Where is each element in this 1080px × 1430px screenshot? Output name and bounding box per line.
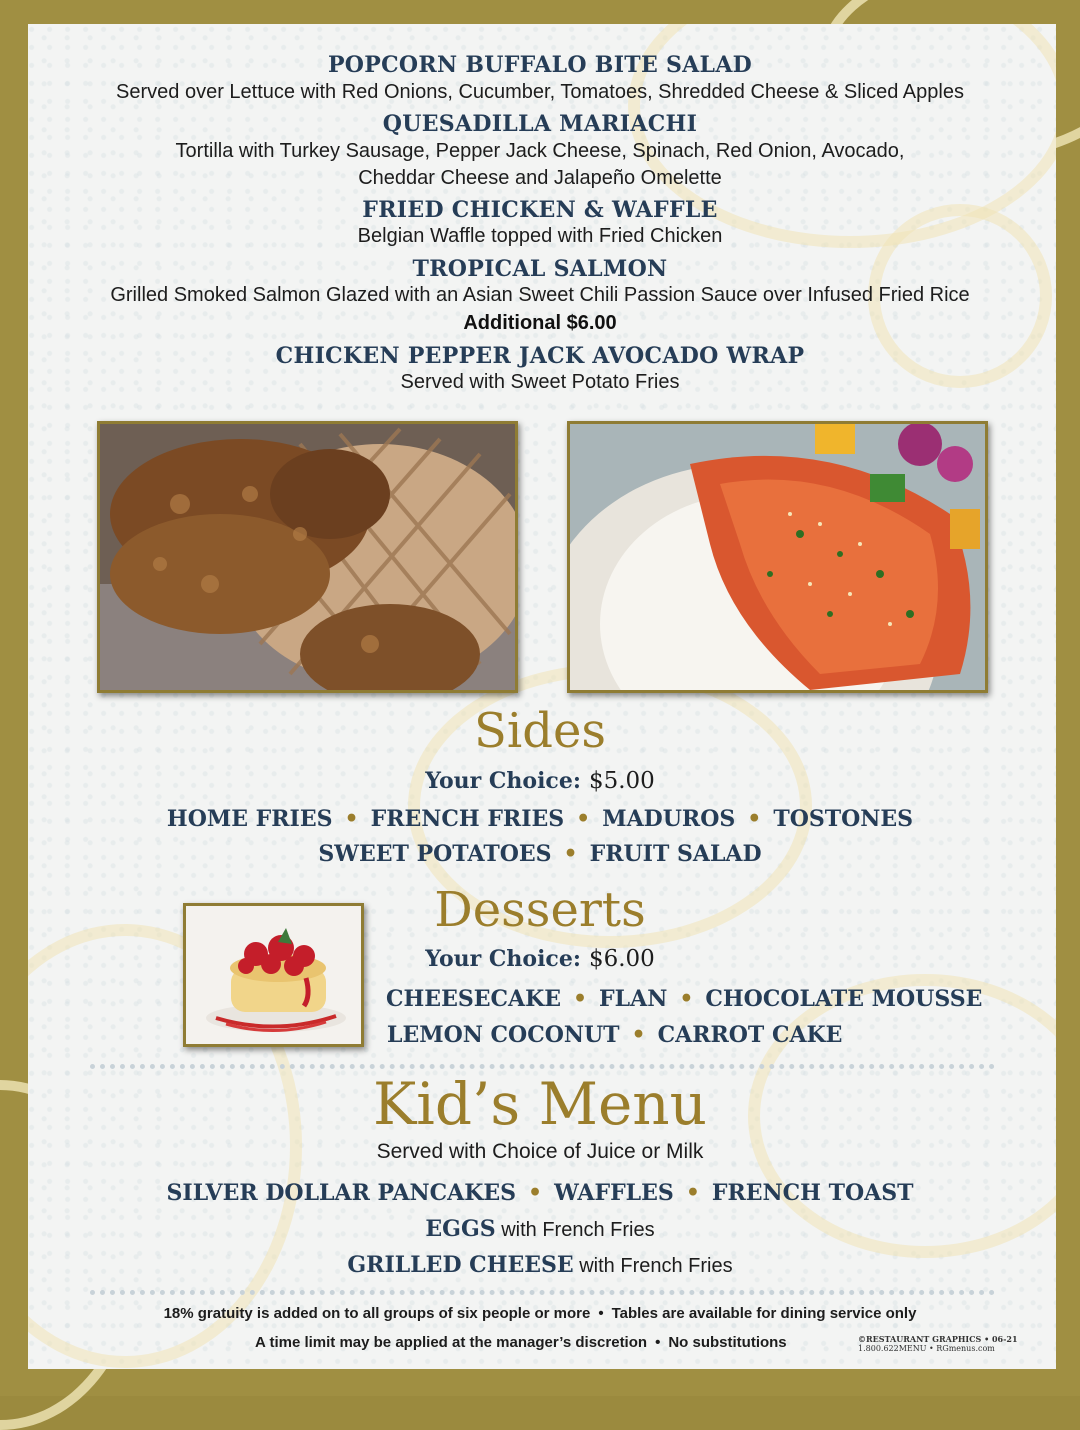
footer-note: No substitutions xyxy=(668,1334,787,1351)
side-item: MADUROS xyxy=(602,806,736,832)
item-desc-tropical-salmon: Grilled Smoked Salmon Glazed with an Asian Sweet Chili Passion Sauce over Infused Fried Rice xyxy=(110,284,970,306)
item-desc-buffalo-salad: Served over Lettuce with Red Onions, Cucumber, Tomatoes, Shredded Cheese & Sliced Apples xyxy=(116,81,964,103)
dessert-item: CARROT CAKE xyxy=(657,1022,843,1048)
item-title-avocado-wrap: CHICKEN PEPPER JACK AVOCADO WRAP xyxy=(275,343,805,369)
footer-line-2 xyxy=(255,1334,787,1351)
kids-item-name: GRILLED CHEESE xyxy=(347,1252,574,1278)
item-desc-quesadilla-line1: Tortilla with Turkey Sausage, Pepper Jack Cheese, Spinach, Red Onion, Avocado, xyxy=(175,140,905,162)
item-title-chicken-waffle: FRIED CHICKEN & WAFFLE xyxy=(362,197,718,223)
dessert-item: LEMON COCONUT xyxy=(387,1022,620,1048)
kids-item: WAFFLES xyxy=(554,1180,674,1206)
credit-line: 1.800.622MENU • RGmenus.com xyxy=(858,1344,995,1353)
side-item: HOME FRIES xyxy=(166,806,333,832)
restaurant-graphics-credit xyxy=(858,1334,1018,1354)
sides-row-2 xyxy=(0,841,1080,867)
item-title-buffalo-salad: POPCORN BUFFALO BITE SALAD xyxy=(327,52,753,78)
chicken-waffle-photo xyxy=(97,421,518,693)
dessert-item: CHOCOLATE MOUSSE xyxy=(705,986,983,1012)
bullet-separator: • xyxy=(631,1022,646,1048)
desserts-row-2 xyxy=(387,1022,842,1048)
tropical-salmon-photo xyxy=(567,421,988,693)
kids-item-suffix: with French Fries xyxy=(573,1255,733,1277)
footer-note: 18% gratuity is added on to all groups of six people or more xyxy=(163,1305,591,1322)
kids-row-1 xyxy=(0,1180,1080,1206)
bullet-separator: • xyxy=(563,841,578,867)
bullet-separator: • xyxy=(655,1334,661,1351)
footer-note: A time limit may be applied at the manager’s discretion xyxy=(255,1334,648,1351)
bullet-separator: • xyxy=(685,1180,700,1206)
item-desc-quesadilla-line2: Cheddar Cheese and Jalapeño Omelette xyxy=(358,167,722,189)
bullet-separator: • xyxy=(598,1305,604,1322)
bullet-separator: • xyxy=(576,806,591,832)
bullet-separator: • xyxy=(679,986,694,1012)
dessert-item: FLAN xyxy=(599,986,668,1012)
item-extra-price: Additional $6.00 xyxy=(463,312,617,334)
kids-item: SILVER DOLLAR PANCAKES xyxy=(166,1180,517,1206)
bullet-separator: • xyxy=(528,1180,543,1206)
item-desc-avocado-wrap: Served with Sweet Potato Fries xyxy=(400,371,680,393)
dessert-item: CHEESECAKE xyxy=(386,986,561,1012)
desserts-choice xyxy=(0,946,1080,972)
sides-choice-label: Your Choice: xyxy=(425,768,581,794)
credit-line: ©RESTAURANT GRAPHICS • 06-21 xyxy=(858,1334,1018,1344)
bullet-separator: • xyxy=(344,806,359,832)
side-item: TOSTONES xyxy=(773,806,914,832)
section-divider xyxy=(90,1290,995,1295)
side-item: FRUIT SALAD xyxy=(589,841,762,867)
kids-menu-subtitle: Served with Choice of Juice or Milk xyxy=(376,1140,704,1163)
desserts-heading: Desserts xyxy=(434,882,646,938)
desserts-price: $6.00 xyxy=(588,946,655,972)
side-item: SWEET POTATOES xyxy=(318,841,552,867)
section-divider xyxy=(90,1064,995,1069)
kids-item-suffix: with French Fries xyxy=(495,1219,655,1241)
sides-heading: Sides xyxy=(474,703,606,759)
sides-row-1 xyxy=(0,806,1080,832)
kids-grilled-cheese xyxy=(0,1252,1080,1280)
kids-menu-heading: Kid’s Menu xyxy=(372,1070,708,1138)
kids-item-name: EGGS xyxy=(425,1216,496,1242)
bullet-separator: • xyxy=(747,806,762,832)
desserts-choice-label: Your Choice: xyxy=(425,946,581,972)
kids-eggs xyxy=(0,1216,1080,1244)
item-desc-chicken-waffle: Belgian Waffle topped with Fried Chicken xyxy=(357,225,723,247)
desserts-row-1 xyxy=(386,986,982,1012)
footer-line-1 xyxy=(0,1305,1080,1322)
bullet-separator: • xyxy=(572,986,588,1012)
sides-price: $5.00 xyxy=(588,768,655,794)
side-item: FRENCH FRIES xyxy=(370,806,565,832)
kids-item: FRENCH TOAST xyxy=(711,1180,914,1206)
item-title-quesadilla: QUESADILLA MARIACHI xyxy=(382,111,698,137)
footer-note: Tables are available for dining service only xyxy=(611,1305,917,1322)
item-title-tropical-salmon: TROPICAL SALMON xyxy=(412,256,668,282)
sides-choice xyxy=(0,768,1080,794)
